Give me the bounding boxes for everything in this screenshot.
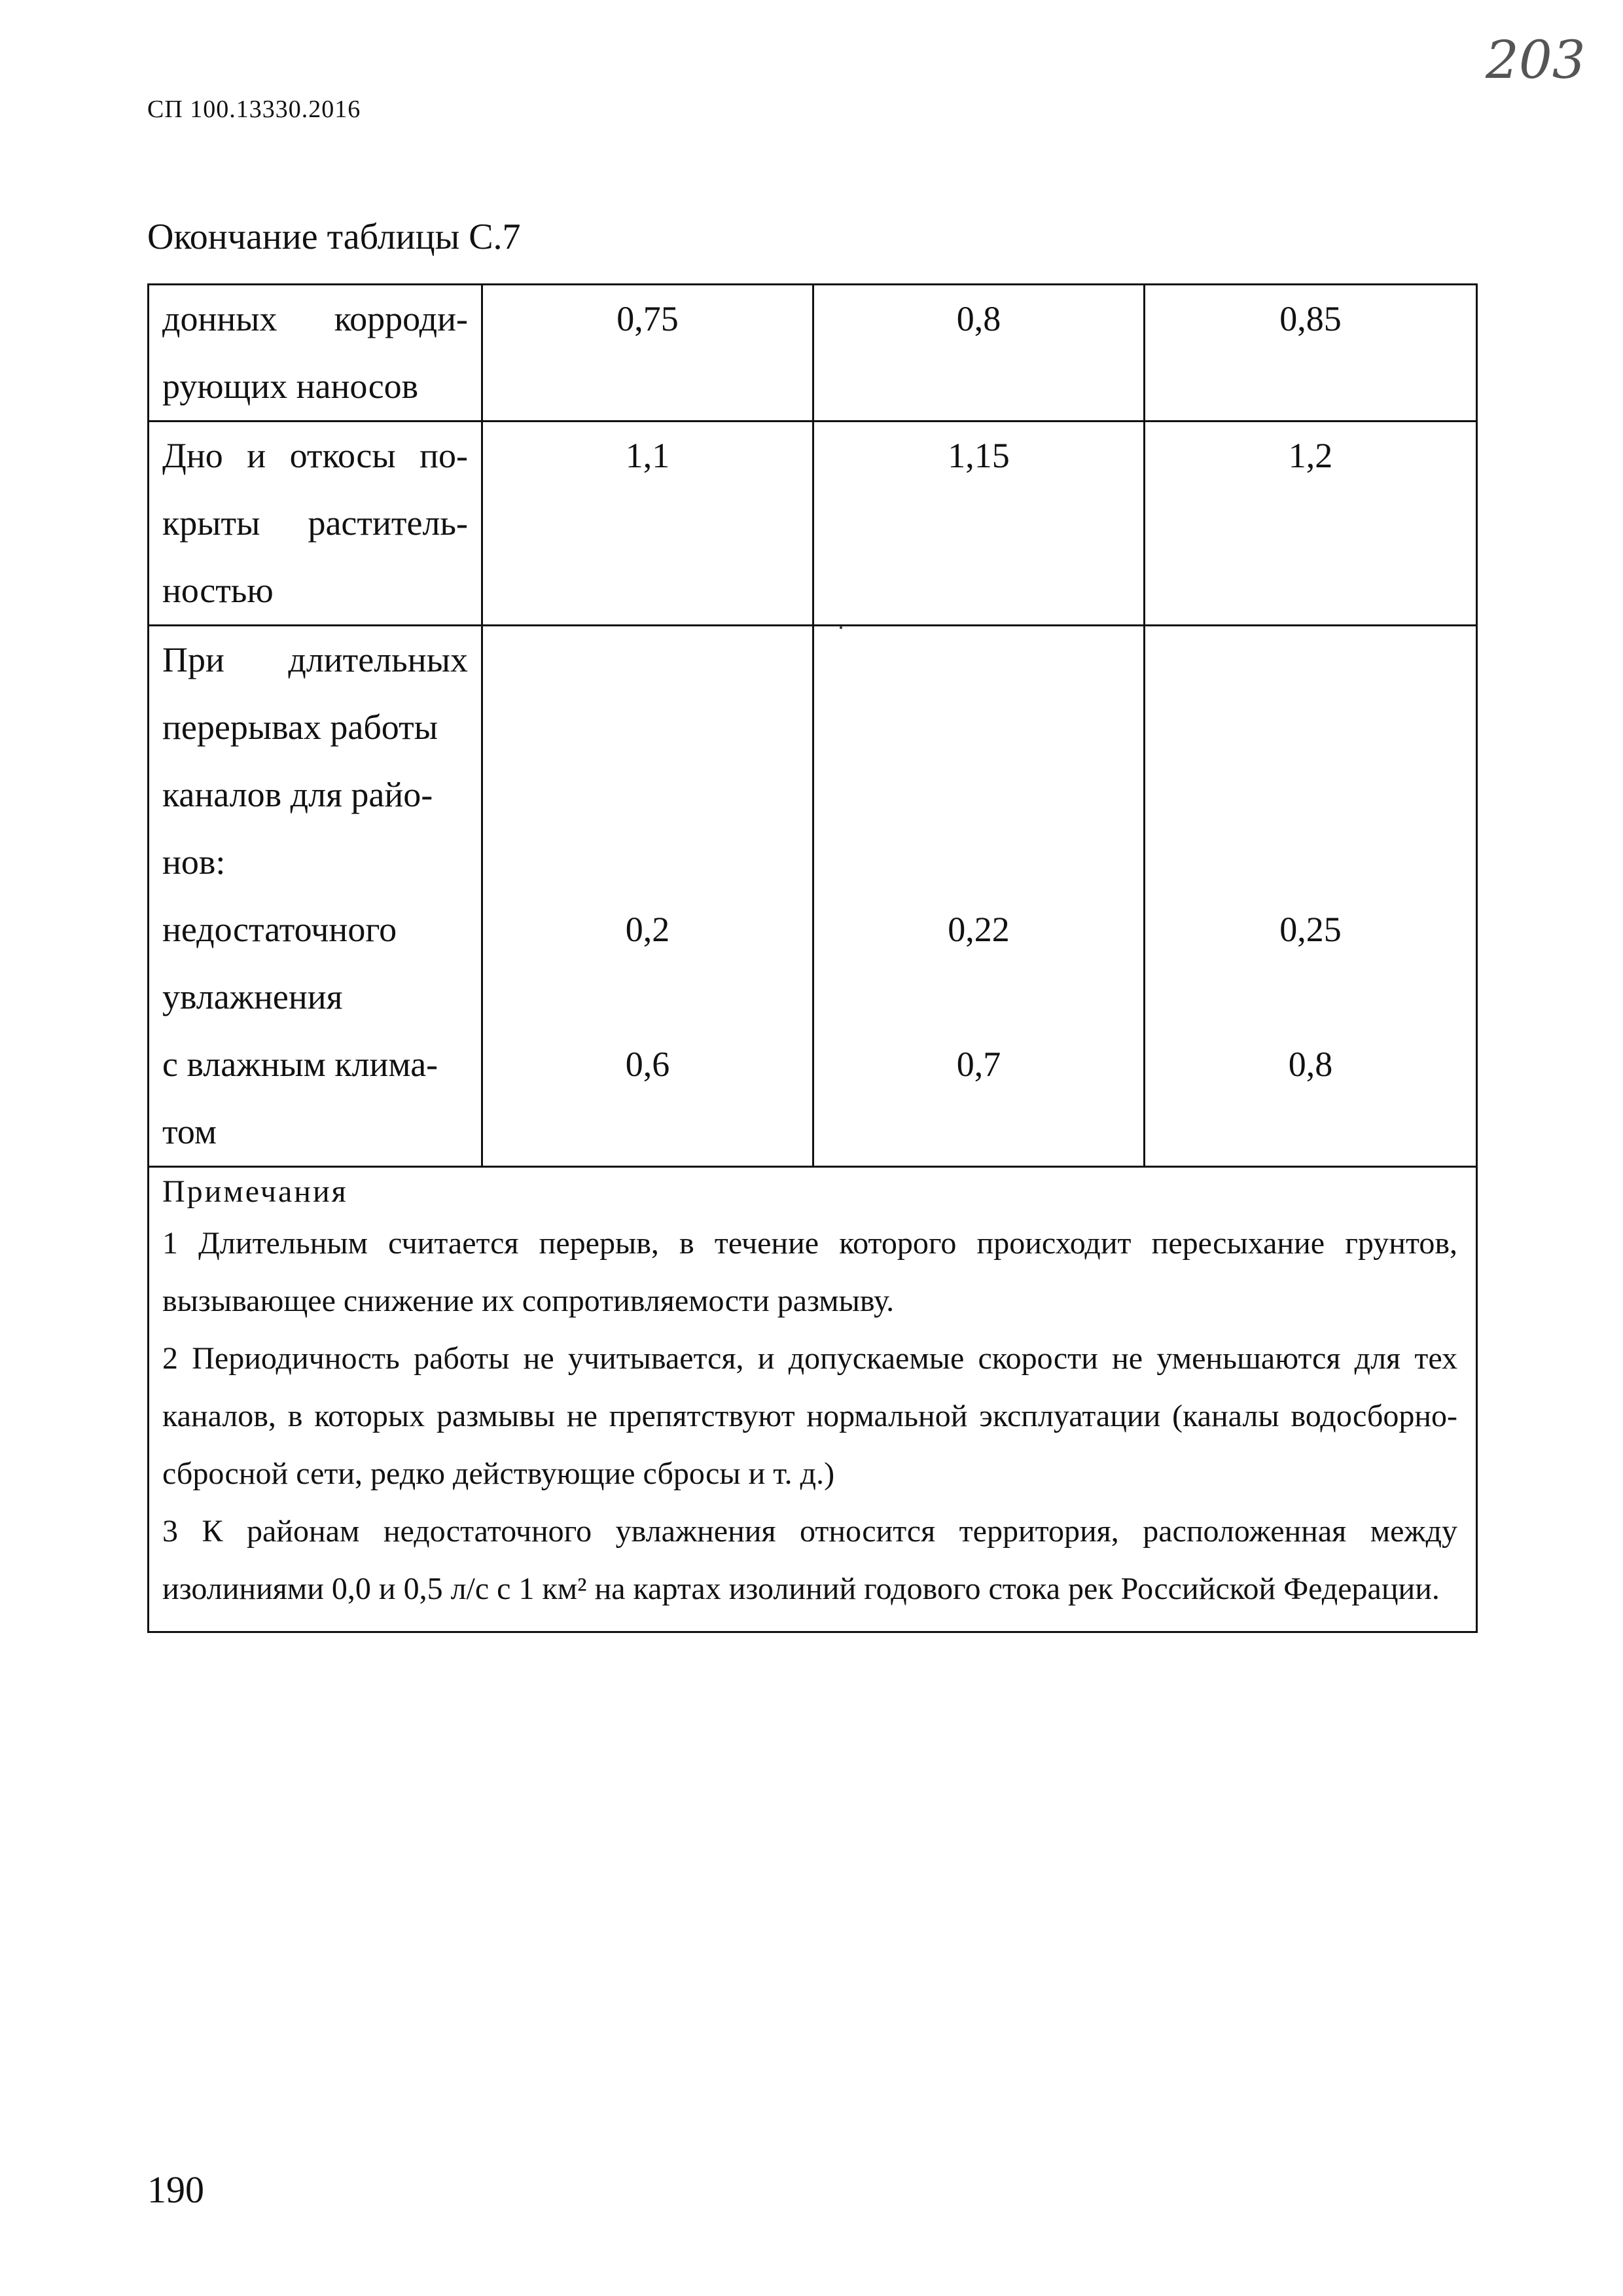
row-label: При длительных перерывах работы каналов для райо- нов: недостаточного увлажнения с влажным клима- том <box>149 626 482 1167</box>
notes-title: Примечания <box>162 1174 348 1209</box>
row-label: Дно и откосы по- крыты раститель- ностью <box>149 422 482 626</box>
table-row <box>149 285 1477 422</box>
note-item: 2 Периодичность работы не учитывается, и допускаемые скорости не уменьшаются для тех каналов, в которых размывы не препятствуют нормальной эксплуатации (каналы водосборно-сбросной сети, редко действующие сбросы и т. д.) <box>162 1341 1457 1491</box>
notes-row <box>149 1167 1477 1632</box>
value-cell: 0,75 <box>482 285 813 422</box>
value-cell: 0,8 <box>813 285 1145 422</box>
value-cell: 0,22 0,7 <box>813 626 1145 1167</box>
value-cell: 1,1 <box>482 422 813 626</box>
table-title: Окончание таблицы С.7 <box>147 217 521 257</box>
note-item: 3 К районам недостаточного увлажнения относится территория, расположенная между изолиниями 0,0 и 0,5 л/с с 1 км² на картах изолиний годового стока рек Российской Федерации. <box>162 1514 1457 1606</box>
scan-speck <box>840 626 842 629</box>
value-cell: 0,2 0,6 <box>482 626 813 1167</box>
value-cell: 0,25 0,8 <box>1145 626 1477 1167</box>
continuation-table <box>147 283 1478 1633</box>
value-cell: 1,15 <box>813 422 1145 626</box>
table-row <box>149 422 1477 626</box>
document-code: СП 100.13330.2016 <box>147 96 361 123</box>
value-cell: 1,2 <box>1145 422 1477 626</box>
row-label: донных корроди- рующих наносов <box>149 285 482 422</box>
value-cell: 0,85 <box>1145 285 1477 422</box>
note-item: 1 Длительным считается перерыв, в течение которого происходит пересыхание грунтов, вызывающее снижение их сопротивляемости размыву. <box>162 1226 1457 1318</box>
page-number: 190 <box>147 2168 204 2211</box>
handwritten-page-number: 203 <box>1486 29 1586 90</box>
table-row <box>149 626 1477 1167</box>
notes-cell <box>149 1167 1477 1632</box>
